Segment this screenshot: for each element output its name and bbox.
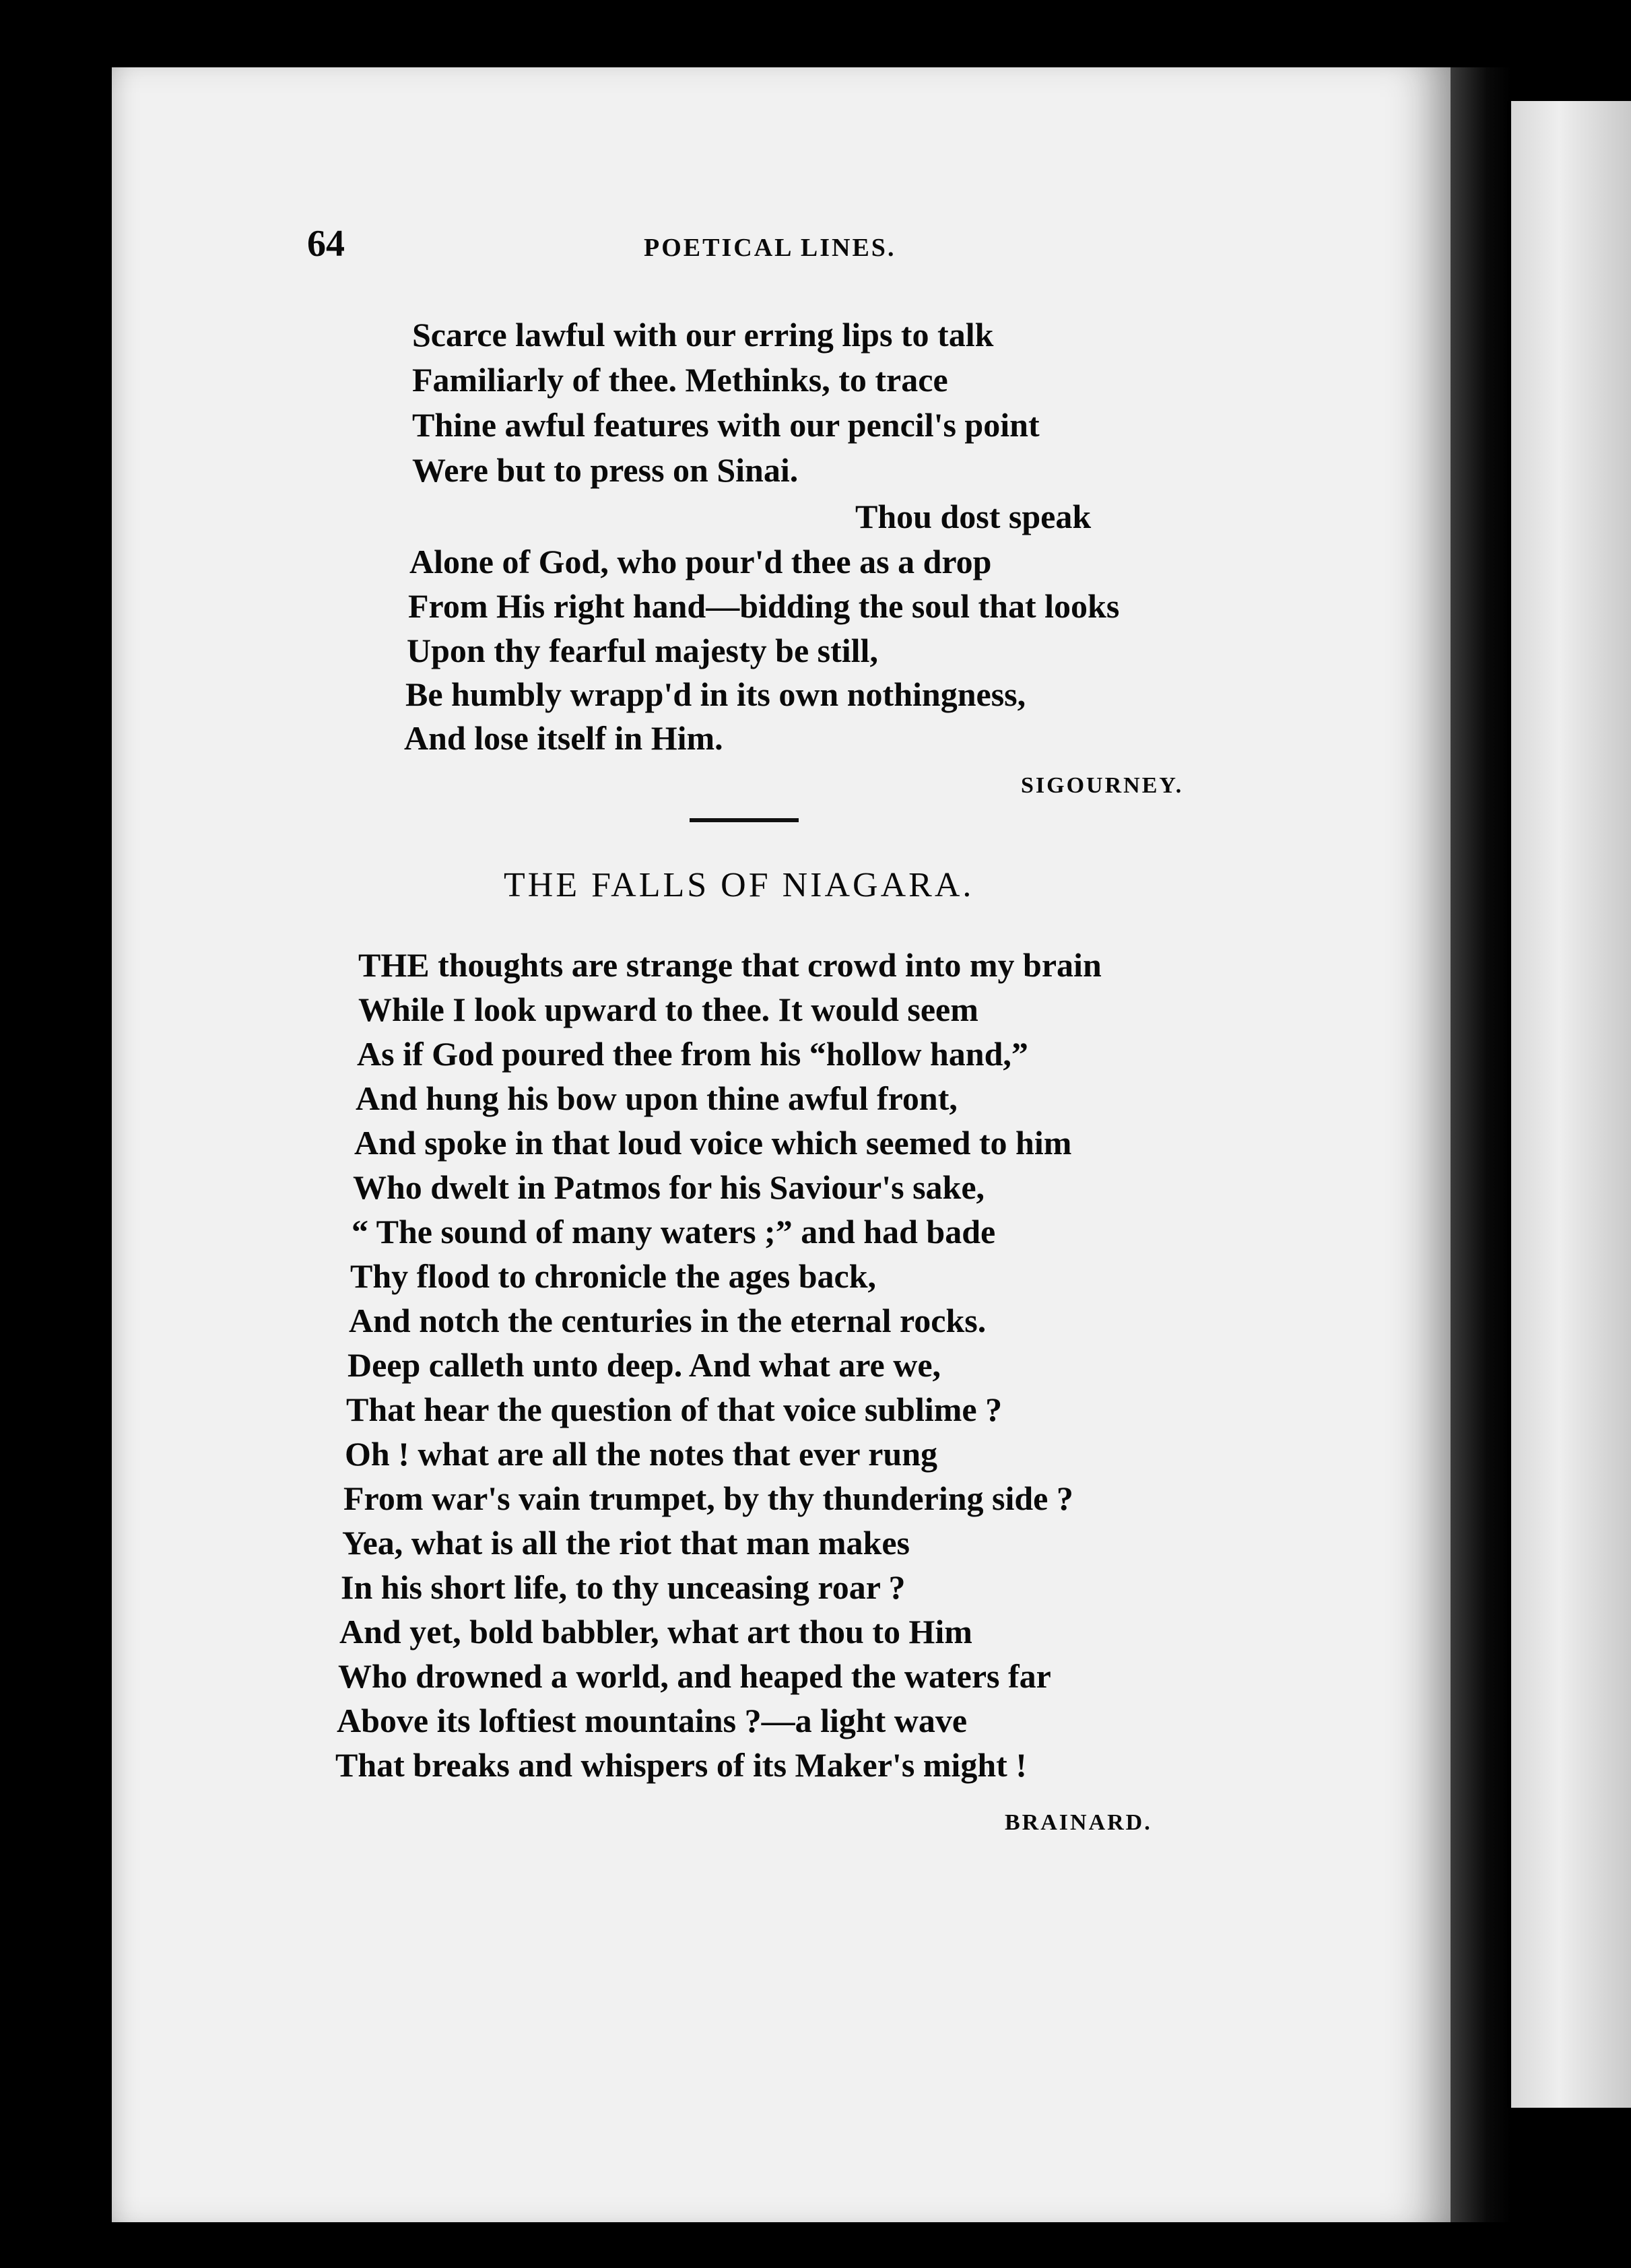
poem2-line-7: “ The sound of many waters ;” and had bade	[352, 1213, 996, 1250]
section-divider	[690, 818, 799, 822]
poem1-line-8: Upon thy fearful majesty be still,	[407, 632, 878, 669]
poem2-line-8: Thy flood to chronicle the ages back,	[350, 1257, 877, 1295]
poem2-line-5: And spoke in that loud voice which seemed to him	[354, 1124, 1072, 1162]
poem1-line-9: Be humbly wrapp'd in its own nothingness,	[405, 675, 1026, 713]
poem2-line-19: That breaks and whispers of its Maker's might !	[335, 1746, 1027, 1784]
poem2-line-6: Who dwelt in Patmos for his Saviour's sake,	[353, 1168, 985, 1206]
poem2-title: THE FALLS OF NIAGARA.	[504, 866, 974, 904]
poem2-line-9: And notch the centuries in the eternal rocks.	[349, 1302, 987, 1339]
poem1-line-3: Thine awful features with our pencil's point	[412, 406, 1040, 444]
poem2-line-11: That hear the question of that voice sublime ?	[346, 1391, 1003, 1428]
page-number: 64	[307, 223, 345, 265]
poem1-line-10: And lose itself in Him.	[404, 719, 723, 757]
poem2-line-13: From war's vain trumpet, by thy thundering side ?	[343, 1479, 1073, 1517]
poem2-line-16: And yet, bold babbler, what art thou to Him	[339, 1613, 972, 1650]
poem1-line-1: Scarce lawful with our erring lips to talk	[412, 316, 994, 354]
poem2-line-12: Oh ! what are all the notes that ever rung	[345, 1435, 938, 1473]
poem1-line-7: From His right hand—bidding the soul that looks	[408, 587, 1120, 625]
poem1-line-6: Alone of God, who pour'd thee as a drop	[409, 543, 992, 580]
poem2-line-3: As if God poured thee from his “hollow hand,”	[357, 1035, 1028, 1073]
poem1-line-2: Familiarly of thee. Methinks, to trace	[412, 361, 948, 399]
poem2-line-15: In his short life, to thy unceasing roar ?	[341, 1568, 906, 1606]
poem2-line-17: Who drowned a world, and heaped the waters far	[338, 1657, 1051, 1695]
facing-page-edge	[1511, 101, 1631, 2108]
poem2-line-1: THE thoughts are strange that crowd into my brain	[358, 946, 1102, 984]
poem2-line-10: Deep calleth unto deep. And what are we,	[347, 1346, 941, 1384]
poem1-line-4: Were but to press on Sinai.	[412, 451, 799, 489]
page-edge-shadow	[1451, 67, 1511, 2222]
poem2-line-14: Yea, what is all the riot that man makes	[342, 1524, 910, 1562]
poem1-author: SIGOURNEY.	[1021, 773, 1184, 798]
poem2-author: BRAINARD.	[1005, 1810, 1152, 1835]
poem1-line-5: Thou dost speak	[855, 498, 1092, 535]
poem2-line-18: Above its loftiest mountains ?—a light wave	[337, 1702, 968, 1739]
poem2-line-2: While I look upward to thee. It would seem	[358, 991, 978, 1028]
poem2-line-4: And hung his bow upon thine awful front,	[356, 1079, 958, 1117]
running-head: POETICAL LINES.	[644, 234, 896, 262]
